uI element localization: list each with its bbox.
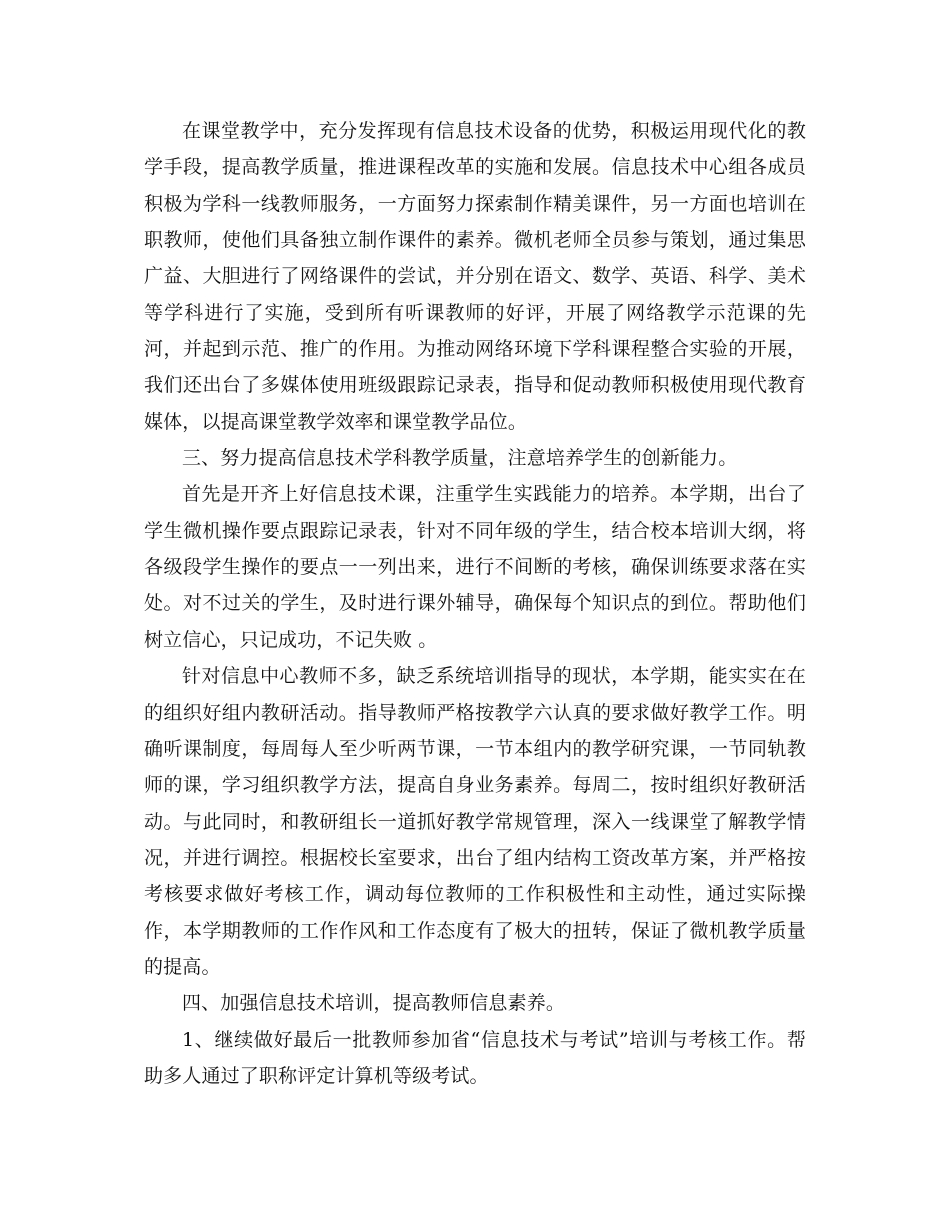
paragraph-training-item-1: 1、继续做好最后一批教师参加省“信息技术与考试”培训与考核工作。帮助多人通过了职称评定计算机等级考试。 — [144, 1028, 806, 1087]
paragraph-it-course: 首先是开齐上好信息技术课，注重学生实践能力的培养。本学期，出台了学生微机操作要点跟踪记录表，针对不同年级的学生，结合校本培训大纲，将各级段学生操作的要点一一列出来，进行不间断的考核，确保训练要求落在实处。对不过关的学生，及时进行课外辅导，确保每个知识点的到位。帮助他们树立信心，只记成功，不记失败 。 — [144, 483, 806, 651]
paragraph-classroom-teaching: 在课堂教学中，充分发挥现有信息技术设备的优势，积极运用现代化的教学手段，提高教学质量，推进课程改革的实施和发展。信息技术中心组各成员积极为学科一线教师服务，一方面努力探索制作精美课件，另一方面也培训在职教师，使他们具备独立制作课件的素养。微机老师全员参与策划，通过集思广益、大胆进行了网络课件的尝试，并分别在语文、数学、英语、科学、美术等学科进行了实施，受到所有听课教师的好评，开展了网络教学示范课的先河，并起到示范、推广的作用。为推动网络环境下学科课程整合实验的开展，我们还出台了多媒体使用班级跟踪记录表，指导和促动教师积极使用现代教育媒体，以提高课堂教学效率和课堂教学品位。 — [144, 120, 806, 433]
paragraph-teaching-research: 针对信息中心教师不多，缺乏系统培训指导的现状，本学期，能实实在在的组织好组内教研活动。指导教师严格按教学六认真的要求做好教学工作。明确听课制度，每周每人至少听两节课，一节本组内的教学研究课，一节同轨教师的课，学习组织教学方法，提高自身业务素养。每周二，按时组织好教研活动。与此同时，和教研组长一道抓好教学常规管理，深入一线课堂了解教学情况，并进行调控。根据校长室要求，出台了组内结构工资改革方案，并严格按考核要求做好考核工作，调动每位教师的工作积极性和主动性，通过实际操作，本学期教师的工作作风和工作态度有了极大的扭转，保证了微机教学质量的提高。 — [144, 665, 806, 978]
document-body — [144, 113, 806, 1094]
section-heading-four: 四、加强信息技术培训，提高教师信息素养。 — [182, 992, 566, 1015]
section-heading-three: 三、努力提高信息技术学科教学质量，注意培养学生的创新能力。 — [182, 447, 738, 470]
